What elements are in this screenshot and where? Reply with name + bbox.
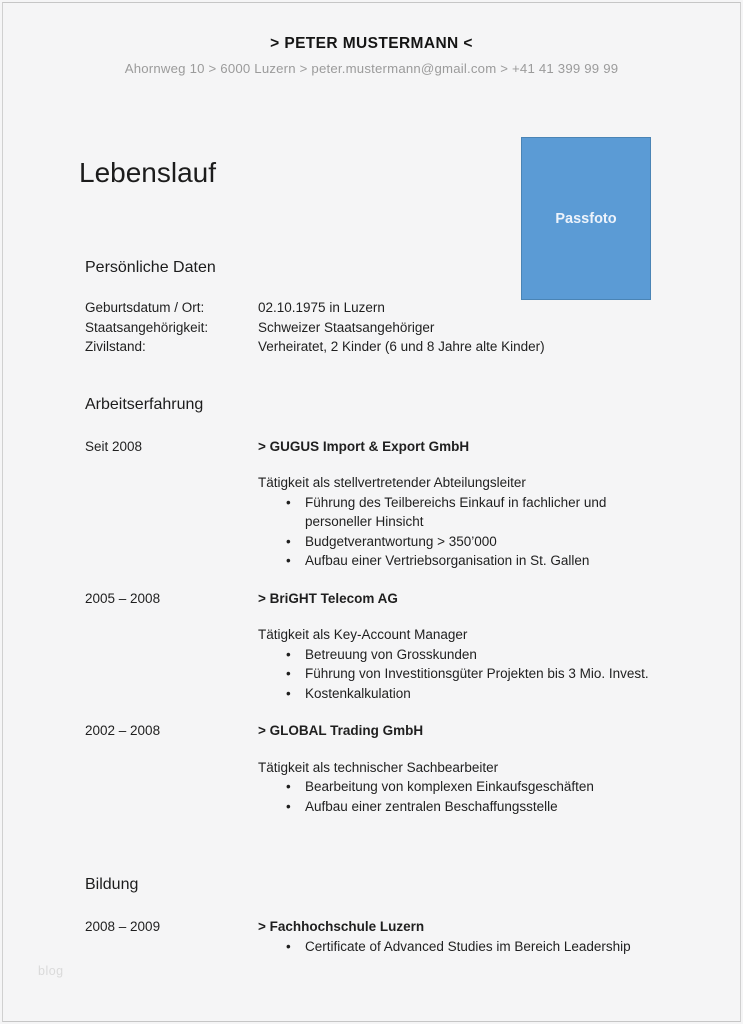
entry-company: > GLOBAL Trading GmbH [258,723,424,738]
entry-period: 2008 – 2009 [85,919,161,934]
education-entries [85,917,651,956]
section-work-experience [85,396,651,817]
passfoto-label: Passfoto [555,210,617,227]
entry-company: > BriGHT Telecom AG [258,590,398,606]
bullet-item: • Certificate of Advanced Studies im Bereich Leadership [258,937,651,957]
page-title: Lebenslauf [79,157,217,188]
personal-data-label: Zivilstand: [85,339,146,354]
bullet-item: • Kostenkalkulation [258,684,651,704]
education-heading: Bildung [85,876,139,893]
entry-body [258,437,651,571]
entry-role: Tätigkeit als technischer Sachbearbeiter [258,759,499,775]
entry-period: 2002 – 2008 [85,723,161,738]
bullet-item: • Aufbau einer zentralen Beschaffungsstelle [258,797,651,817]
personal-data-heading: Persönliche Daten [85,259,216,276]
entry-company: > GUGUS Import & Export GmbH [258,438,470,454]
cv-entry [85,917,651,956]
person-name: > PETER MUSTERMANN < [270,35,473,52]
cv-entry [85,589,651,704]
document-header [0,0,743,76]
personal-data-value: Schweizer Staatsangehöriger [258,319,435,335]
entry-bullets [258,645,651,704]
cv-entry [85,437,651,571]
section-education [85,876,651,956]
bullet-item: • Führung des Teilbereichs Einkauf in fachlicher und personeller Hinsicht [258,493,651,532]
personal-data-rows [85,298,651,357]
watermark-text: blog [38,964,64,978]
work-experience-heading: Arbeitserfahrung [85,395,204,413]
personal-data-label: Staatsangehörigkeit: [85,319,209,335]
entry-role: Tätigkeit als stellvertretender Abteilungsleiter [258,475,526,490]
entry-role: Tätigkeit als Key-Account Manager [258,627,468,642]
entry-period: Seit 2008 [85,438,143,454]
entry-body [258,589,651,704]
bullet-item: • Betreuung von Grosskunden [258,645,651,665]
contact-line: Ahornweg 10 > 6000 Luzern > peter.mustermann@gmail.com > +41 41 399 99 99 [124,61,619,76]
personal-data-row [85,318,651,338]
bullet-item: • Budgetverantwortung > 350’000 [258,532,651,552]
cv-entry [85,721,651,816]
entry-body [258,917,651,956]
bullet-item: • Aufbau einer Vertriebsorganisation in St. Gallen [258,551,651,571]
entry-period: 2005 – 2008 [85,590,161,606]
entry-bullets [258,937,651,957]
personal-data-row [85,298,651,318]
entry-company: > Fachhochschule Luzern [258,919,425,934]
bullet-item: • Führung von Investitionsgüter Projekten bis 3 Mio. Invest. [258,664,651,684]
entry-bullets [258,777,651,816]
personal-data-row [85,337,651,357]
work-experience-entries [85,437,651,817]
entry-body [258,721,651,816]
personal-data-label: Geburtsdatum / Ort: [85,300,205,315]
entry-bullets [258,493,651,571]
personal-data-value: Verheiratet, 2 Kinder (6 und 8 Jahre alte Kinder) [258,339,545,354]
passfoto-placeholder [521,137,651,300]
bullet-item: • Bearbeitung von komplexen Einkaufsgeschäften [258,777,651,797]
personal-data-value: 02.10.1975 in Luzern [258,300,385,315]
